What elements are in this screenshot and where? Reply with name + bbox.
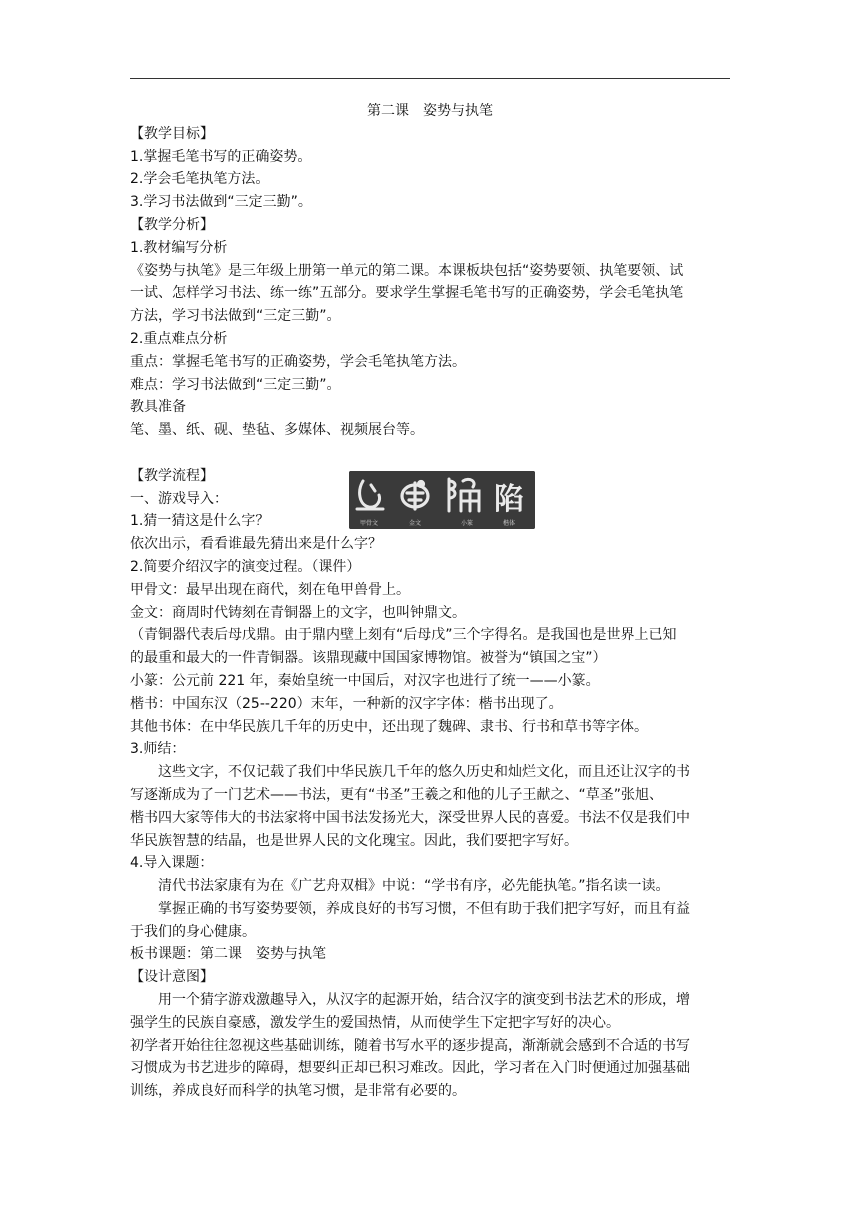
caption-oracle-bone: 甲骨文 [359, 520, 379, 527]
design-line: 用一个猜字游戏激趣导入，从汉字的起源开始，结合汉字的演变到书法艺术的形成，增 [158, 992, 690, 1009]
design-heading: 【设计意图】 [130, 969, 214, 986]
design-line: 训练，养成良好而科学的执笔习惯，是非常有必要的。 [130, 1083, 466, 1100]
summary-line: 楷书四大家等伟大的书法家将中国书法发扬光大，深受世界人民的喜爱。书法不仅是我们中 [130, 809, 690, 826]
materials-heading: 教具准备 [130, 399, 186, 416]
objectives-heading: 【教学目标】 [130, 125, 214, 142]
analysis-heading: 【教学分析】 [130, 216, 214, 233]
xiaozhuan-text: 小篆：公元前 221 年，秦始皇统一中国后，对汉字也进行了统一——小篆。 [130, 672, 600, 689]
difficult-point: 难点：学习书法做到“三定三勤”。 [130, 376, 341, 393]
analysis-1-heading: 1.教材编写分析 [130, 239, 228, 256]
blank-line [130, 442, 730, 465]
intro-line: 于我们的身心健康。 [130, 923, 256, 940]
caption-small-seal: 小篆 [460, 520, 474, 527]
design-line: 强学生的民族自豪感，激发学生的爱国热情，从而使学生下定把字写好的决心。 [130, 1014, 620, 1031]
page-title: 第二课 姿势与执笔 [367, 103, 493, 119]
header-rule [130, 78, 730, 79]
caption-regular-script: 楷体 [502, 520, 516, 527]
jinwen-text: 金文：商周时代铸刻在青铜器上的文字，也叫钟鼎文。 [130, 604, 466, 621]
design-line: 初学者开始往往忽视这些基础训练，随着书写水平的逐步提高，渐渐就会感到不合适的书写 [130, 1037, 690, 1054]
analysis-1-line: 一试、怎样学习书法、练一练”五部分。要求学生掌握毛笔书写的正确姿势，学会毛笔执笔 [130, 285, 684, 302]
summary-line: 写逐渐成为了一门艺术——书法，更有“书圣”王羲之和他的儿子王献之、“草圣”张旭、 [130, 786, 664, 803]
intro-line: 掌握正确的书写姿势要领，养成良好的书写习惯，不但有助于我们把字写好，而且有益 [158, 900, 690, 917]
regular-script-glyph: 陷 [494, 482, 524, 517]
materials-text: 笔、墨、纸、砚、垫毡、多媒体、视频展台等。 [130, 422, 424, 439]
step1: 1.猜一猜这是什么字？ [130, 513, 270, 530]
board-title: 板书课题：第二课 姿势与执笔 [130, 946, 326, 963]
bronze-note-line: 的最重和最大的一件青铜器。该鼎现藏中国国家博物馆。被誉为“镇国之宝”） [130, 650, 607, 667]
objective-item: 2.学会毛笔执笔方法。 [130, 171, 270, 188]
summary-line: 华民族智慧的结晶，也是世界人民的文化瑰宝。因此，我们要把字写好。 [130, 832, 578, 849]
analysis-1-line: 方法，学习书法做到“三定三勤”。 [130, 308, 341, 325]
analysis-1-line: 《姿势与执笔》是三年级上册第一单元的第二课。本课板块包括“姿势要领、执笔要领、试 [130, 262, 684, 279]
objective-item: 3.学习书法做到“三定三勤”。 [130, 194, 312, 211]
document-body [130, 100, 730, 1103]
jiaguwen-text: 甲骨文：最早出现在商代，刻在龟甲兽骨上。 [130, 581, 410, 598]
caption-bronze: 金文 [408, 520, 422, 527]
kaishu-text: 楷书：中国东汉（25--220）末年，一种新的汉字字体：楷书出现了。 [130, 695, 563, 712]
part1-heading: 一、游戏导入： [130, 490, 228, 507]
process-heading: 【教学流程】 [130, 467, 214, 484]
step1-detail: 依次出示，看看谁最先猜出来是什么字？ [130, 536, 382, 553]
step4: 4.导入课题： [130, 855, 214, 872]
intro-quote: 清代书法家康有为在《广艺舟双楫》中说：“学书有序，必先能执笔。”指名读一读。 [158, 878, 670, 895]
step2: 2.简要介绍汉字的演变过程。（课件） [130, 558, 361, 575]
other-scripts-text: 其他书体：在中华民族几千年的历史中，还出现了魏碑、隶书、行书和草书等字体。 [130, 718, 648, 735]
summary-line: 这些文字，不仅记载了我们中华民族几千年的悠久历史和灿烂文化，而且还让汉字的书 [158, 764, 690, 781]
analysis-2-heading: 2.重点难点分析 [130, 330, 228, 347]
script-evolution-image [349, 471, 535, 529]
design-line: 习惯成为书艺进步的障碍，想要纠正却已积习难改。因此，学习者在入门时便通过加强基础 [130, 1060, 690, 1077]
script-evolution-svg [349, 471, 535, 529]
key-point: 重点：掌握毛笔书写的正确姿势，学会毛笔执笔方法。 [130, 353, 466, 370]
objective-item: 1.掌握毛笔书写的正确姿势。 [130, 148, 312, 165]
step3: 3.师结： [130, 741, 186, 758]
bronze-note-line: （青铜器代表后母戊鼎。由于鼎内壁上刻有“后母戊”三个字得名。是我国也是世界上已知 [130, 627, 677, 644]
